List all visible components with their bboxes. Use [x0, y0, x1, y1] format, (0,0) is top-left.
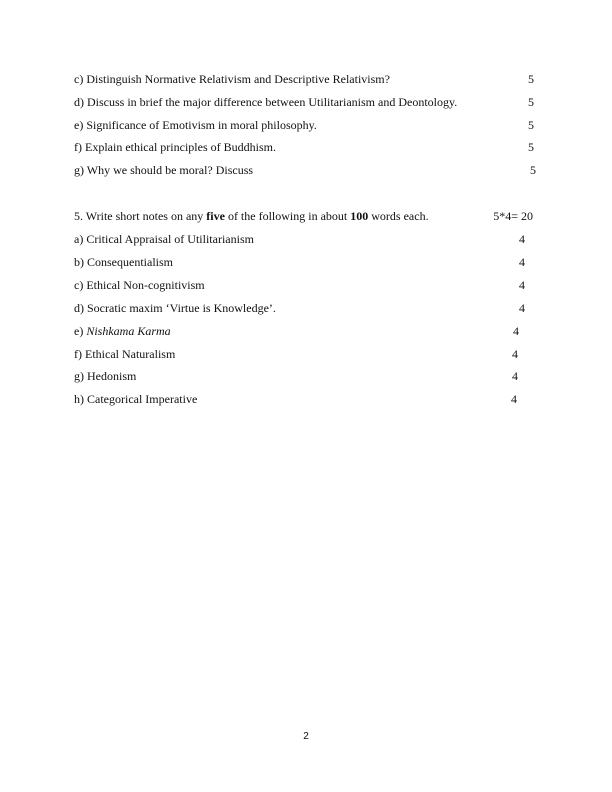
question-text: f) Explain ethical principles of Buddhism. — [74, 140, 276, 154]
short-note-marks: 4 — [519, 232, 525, 246]
question-5-marks: 5*4= 20 — [493, 209, 533, 223]
short-note-italic-term: Nishkama Karma — [86, 324, 171, 338]
short-note-text: b) Consequentialism — [74, 255, 173, 269]
question-marks: 5 — [530, 163, 536, 177]
page-number: 2 — [303, 731, 309, 742]
short-note-item — [0, 254, 612, 270]
short-note-text: c) Ethical Non-cognitivism — [74, 278, 205, 292]
question-marks: 5 — [528, 95, 534, 109]
question-text: g) Why we should be moral? Discuss — [74, 163, 254, 177]
emphasis-word-count: 100 — [350, 209, 369, 223]
question-marks: 5 — [528, 118, 534, 132]
short-note-item — [0, 231, 612, 247]
question-marks: 5 — [528, 72, 534, 86]
short-note-item — [0, 323, 612, 339]
short-note-text: e) Nishkama Karma — [74, 324, 171, 338]
short-note-marks: 4 — [519, 255, 525, 269]
short-note-item — [0, 277, 612, 293]
emphasis-five: five — [206, 209, 225, 223]
question-5-instruction: 5. Write short notes on any five of the following in about 100 words each. — [74, 209, 429, 223]
short-note-item — [0, 300, 612, 316]
question-marks: 5 — [528, 140, 534, 154]
short-note-marks: 4 — [512, 347, 518, 361]
short-note-item — [0, 368, 612, 384]
short-note-marks: 4 — [511, 392, 517, 406]
short-note-item — [0, 346, 612, 362]
short-note-marks: 4 — [512, 369, 518, 383]
short-note-marks: 4 — [519, 278, 525, 292]
short-note-text: a) Critical Appraisal of Utilitarianism — [74, 232, 254, 246]
question-text: e) Significance of Emotivism in moral philosophy. — [74, 118, 317, 132]
question-5-heading — [0, 208, 612, 224]
short-note-text: g) Hedonism — [74, 369, 137, 383]
question-item — [0, 94, 612, 110]
question-item — [0, 117, 612, 133]
question-item — [0, 71, 612, 87]
question-text: d) Discuss in brief the major difference between Utilitarianism and Deontology. — [74, 95, 458, 109]
question-item — [0, 162, 612, 178]
question-item — [0, 139, 612, 155]
short-note-marks: 4 — [519, 301, 525, 315]
short-note-text: h) Categorical Imperative — [74, 392, 198, 406]
short-note-marks: 4 — [513, 324, 519, 338]
short-note-item — [0, 391, 612, 407]
short-note-text: d) Socratic maxim ‘Virtue is Knowledge’. — [74, 301, 276, 315]
short-note-text: f) Ethical Naturalism — [74, 347, 176, 361]
question-text: c) Distinguish Normative Relativism and Descriptive Relativism? — [74, 72, 390, 86]
